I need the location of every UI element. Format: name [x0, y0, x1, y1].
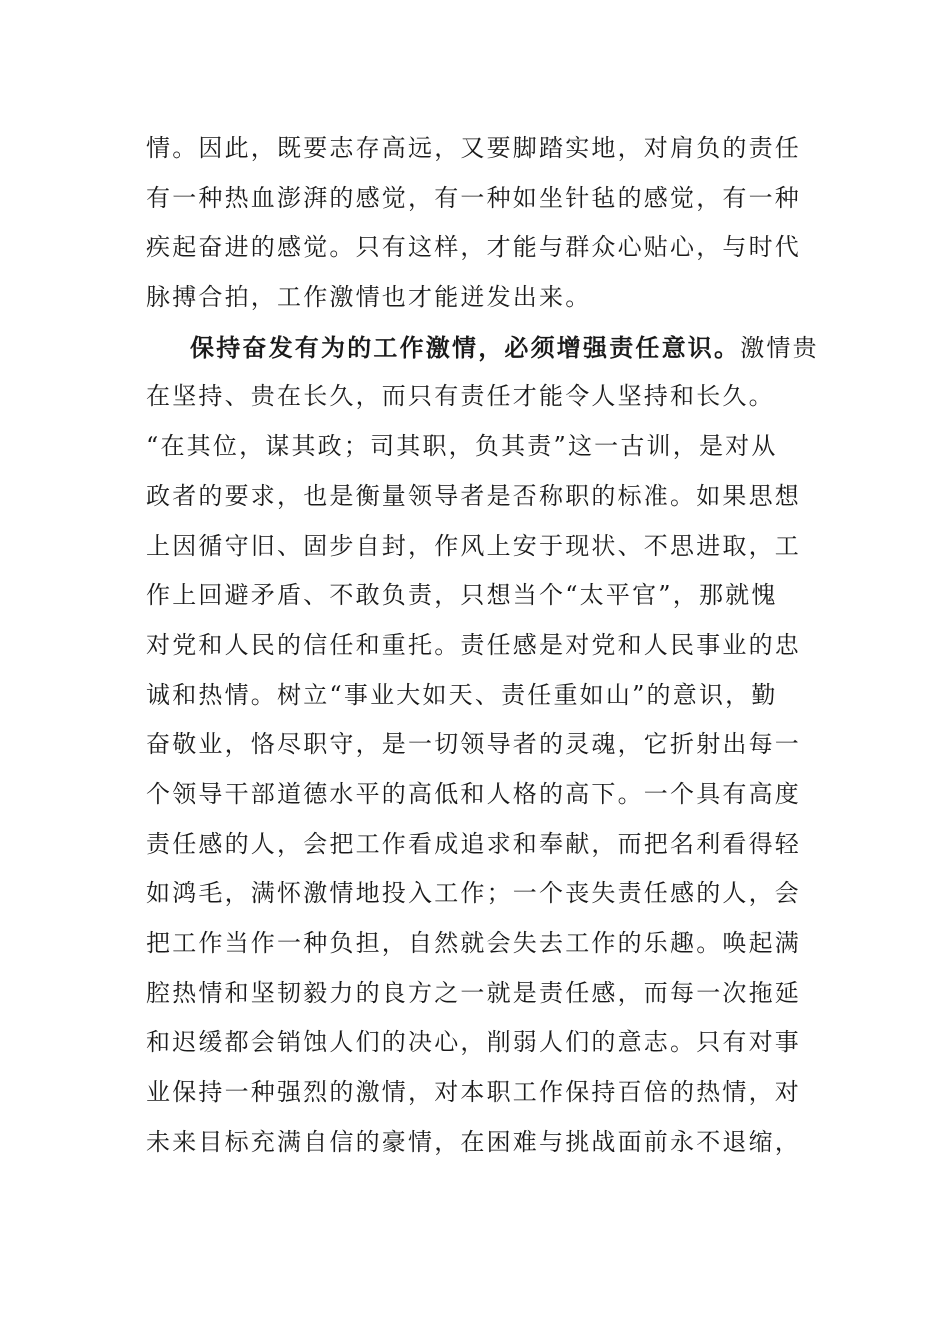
text-line: 情。因此，既要志存高远，又要脚踏实地，对肩负的责任 [146, 134, 801, 162]
text-line: 有一种热血澎湃的感觉，有一种如坐针毡的感觉，有一种 [146, 183, 801, 212]
text-line: 奋敬业，恪尽职守，是一切领导者的灵魂，它折射出每一 [146, 730, 801, 759]
paragraph-heading: 保持奋发有为的工作激情，必须增强责任意识。 [190, 332, 741, 362]
text-line: 个领导干部道德水平的高低和人格的高下。一个具有高度 [146, 779, 801, 808]
text-line: 和迟缓都会销蚀人们的决心，削弱人们的意志。只有对事 [146, 1028, 801, 1057]
text-line: “在其位，谋其政；司其职，负其责”这一古训，是对从 [146, 432, 778, 461]
text-line: 把工作当作一种负担，自然就会失去工作的乐趣。唤起满 [146, 929, 801, 957]
text-line: 腔热情和坚韧毅力的良方之一就是责任感，而每一次拖延 [146, 978, 801, 1007]
text-line: 脉搏合拍，工作激情也才能迸发出来。 [146, 283, 592, 312]
text-line: 在坚持、贵在长久，而只有责任才能令人坚持和长久。 [146, 382, 775, 411]
text-line: 作上回避矛盾、不敢负责，只想当个“太平官”，那就愧 [146, 581, 778, 610]
text-line: 如鸿毛，满怀激情地投入工作；一个丧失责任感的人，会 [146, 879, 801, 908]
text-line: 未来目标充满自信的豪情，在困难与挑战面前永不退缩， [146, 1127, 801, 1156]
text-run: 激情贵 [740, 333, 819, 362]
text-line: 疾起奋进的感觉。只有这样，才能与群众心贴心，与时代 [146, 233, 801, 262]
text-line: 责任感的人，会把工作看成追求和奉献，而把名利看得轻 [146, 829, 801, 858]
text-line: 业保持一种强烈的激情，对本职工作保持百倍的热情，对 [146, 1078, 801, 1107]
text-line: 政者的要求，也是衡量领导者是否称职的标准。如果思想 [146, 481, 801, 510]
text-line: 诚和热情。树立“事业大如天、责任重如山”的意识，勤 [146, 680, 778, 709]
text-line: 对党和人民的信任和重托。责任感是对党和人民事业的忠 [146, 630, 801, 659]
body-text [146, 124, 819, 1167]
paragraph-heading-line [146, 323, 819, 373]
text-line: 上因循守旧、固步自封，作风上安于现状、不思进取，工 [146, 531, 801, 560]
